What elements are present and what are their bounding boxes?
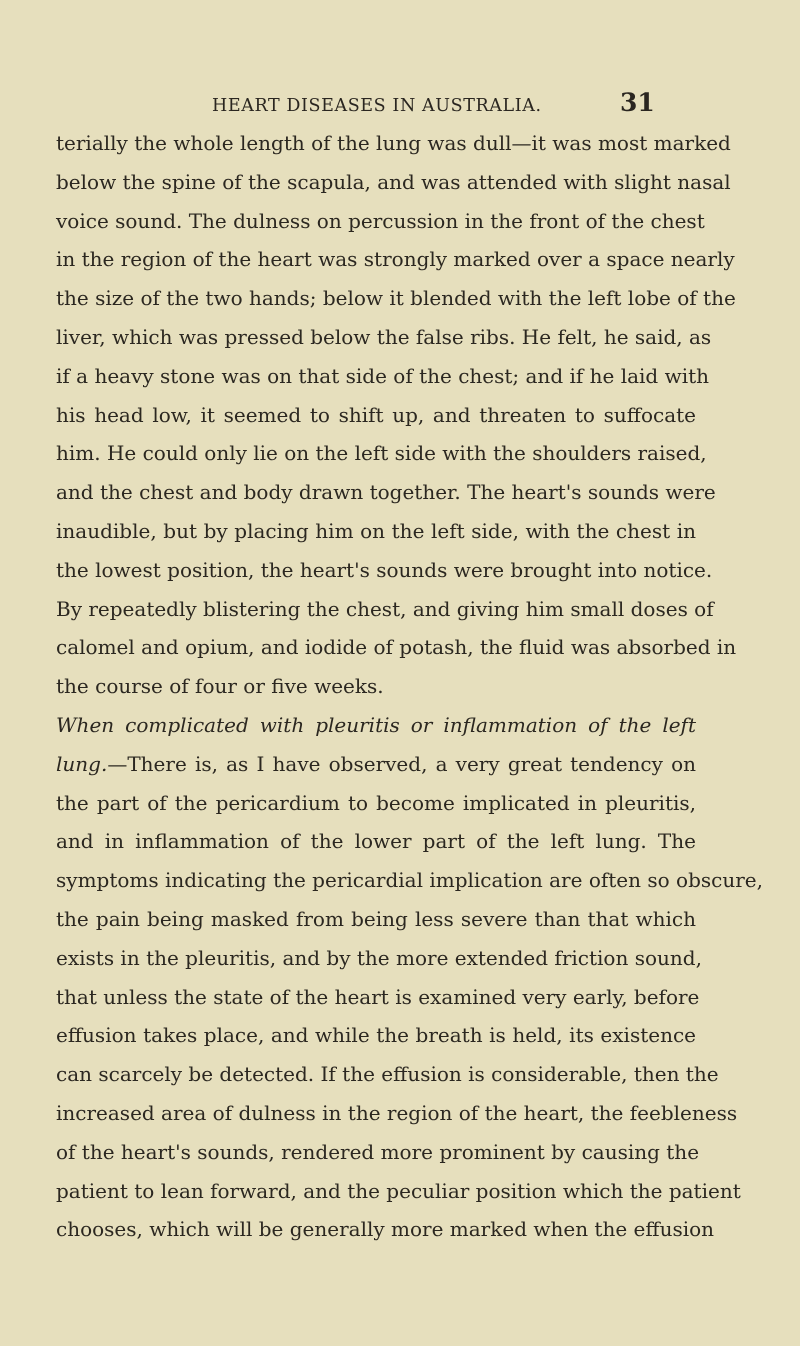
text-line: can scarcely be detected. If the effusion is considerable, then the (56, 1062, 719, 1087)
text-line: the size of the two hands; below it blended with the left lobe of the (56, 286, 736, 311)
page-number: 31 (620, 88, 655, 117)
text-line: exists in the pleuritis, and by the more extended friction sound, (56, 945, 702, 970)
text-line: in the region of the heart was strongly marked over a space nearly (56, 247, 735, 272)
text-line: patient to lean forward, and the peculiar position which the patient (56, 1178, 741, 1203)
text-line: of the heart's sounds, rendered more prominent by causing the (56, 1139, 700, 1164)
text-line: if a heavy stone was on that side of the chest; and if he laid with (56, 363, 710, 388)
text-line: By repeatedly blistering the chest, and giving him small doses of (56, 596, 714, 621)
text-line: symptoms indicating the pericardial implication are often so obscure, (56, 868, 763, 893)
text-line: and the chest and body drawn together. The heart's sounds were (56, 480, 716, 505)
section-heading-continuation (56, 745, 696, 784)
text-line: below the spine of the scapula, and was attended with slight nasal (56, 169, 731, 194)
text-line: liver, which was pressed below the false ribs. He felt, he said, as (56, 324, 712, 349)
text-line: the part of the pericardium to become implicated in pleuritis, (56, 790, 696, 815)
running-head: HEART DISEASES IN AUSTRALIA. (212, 96, 542, 116)
text-line: the course of four or five weeks. (56, 674, 384, 699)
text-line: voice sound. The dulness on percussion in the front of the chest (56, 208, 705, 233)
text-line: the lowest position, the heart's sounds were brought into notice. (56, 557, 713, 582)
text-line: increased area of dulness in the region of the heart, the feebleness (56, 1100, 738, 1125)
text-line: his head low, it seemed to shift up, and threaten to suffocate (56, 402, 696, 427)
text-line: him. He could only lie on the left side with the shoulders raised, (56, 441, 707, 466)
text-line: chooses, which will be generally more marked when the effusion (56, 1217, 715, 1242)
text-line: that unless the state of the heart is examined very early, before (56, 984, 700, 1009)
text-line: calomel and opium, and iodide of potash, the fluid was absorbed in (56, 635, 737, 660)
text-line: the pain being masked from being less severe than that which (56, 906, 696, 931)
section-heading-end: lung. (56, 751, 108, 776)
section-heading: When complicated with pleuritis or inflammation of the left (56, 712, 696, 737)
text-line: terially the whole length of the lung was dull—it was most marked (56, 131, 731, 155)
text-line: inaudible, but by placing him on the left side, with the chest in (56, 518, 696, 543)
body-text (56, 124, 763, 1249)
text-line: effusion takes place, and while the breath is held, its existence (56, 1023, 696, 1048)
text-line: —There is, as I have observed, a very great tendency on (107, 751, 696, 776)
text-line: and in inflammation of the lower part of the left lung. The (56, 829, 696, 854)
